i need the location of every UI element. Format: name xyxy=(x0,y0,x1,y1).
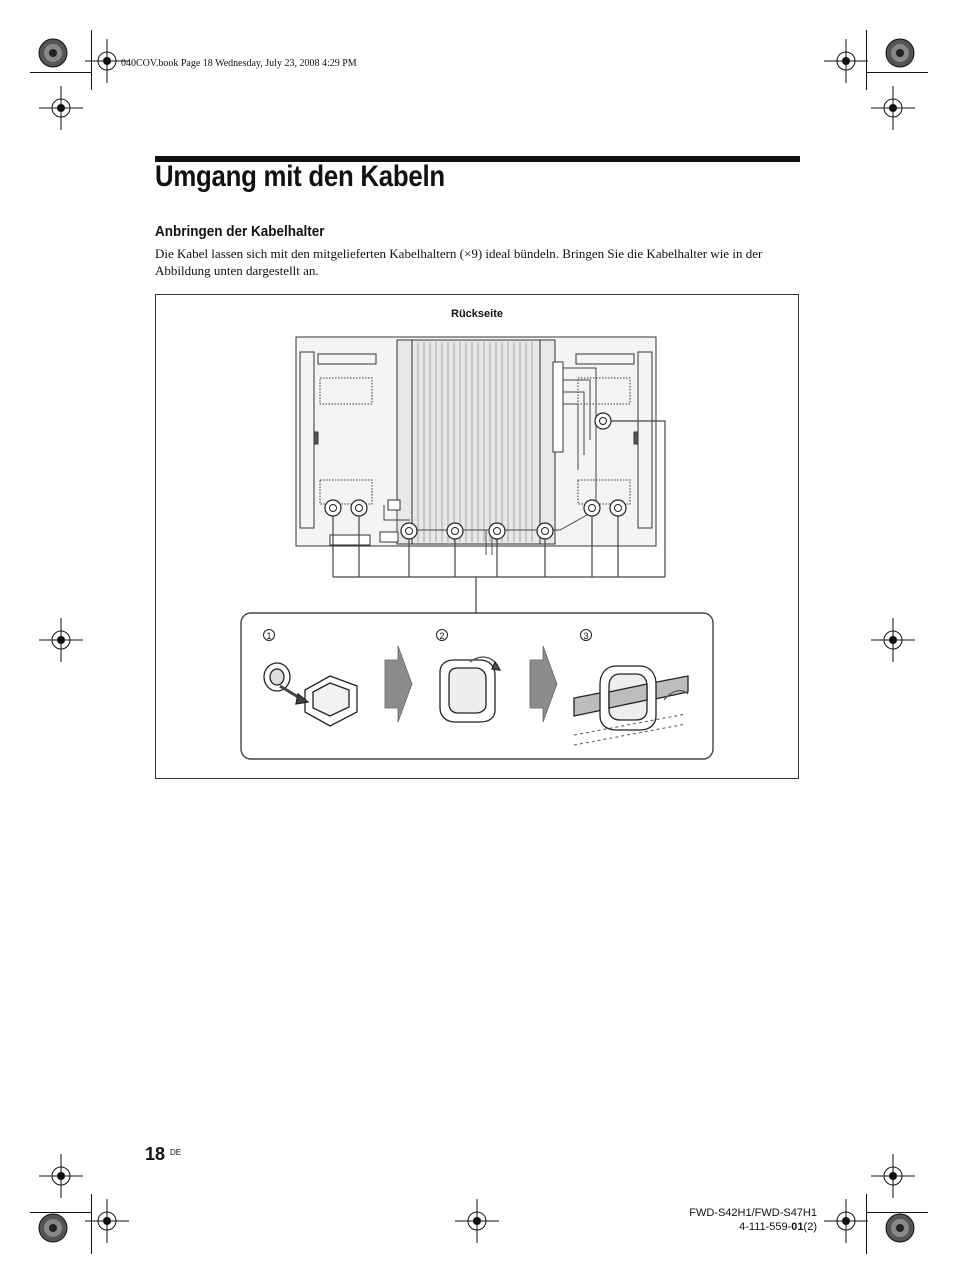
doc-bold: 01 xyxy=(791,1221,804,1233)
model-line: FWD-S42H1/FWD-S47H1 xyxy=(689,1207,817,1219)
figure-frame xyxy=(155,294,799,779)
document-number xyxy=(560,1220,817,1234)
figure-label: Rückseite xyxy=(451,308,503,320)
body-paragraph: Die Kabel lassen sich mit den mitgelieferten Kabelhaltern (×9) ideal bündeln. Bringen Sie die Kabelhalter wie in der Abbildung unten dargestellt an. xyxy=(155,246,763,278)
page-title: Umgang mit den Kabeln xyxy=(155,160,445,193)
page-language: DE xyxy=(170,1148,182,1157)
step-number-2: 2 xyxy=(436,629,448,641)
book-header-line: 040COV.book Page 18 Wednesday, July 23, 2008 4:29 PM xyxy=(121,58,357,69)
doc-suffix: (2) xyxy=(803,1221,817,1233)
doc-prefix: 4-111-559- xyxy=(739,1221,792,1233)
section-subtitle: Anbringen der Kabelhalter xyxy=(155,223,325,240)
page-number: 18 xyxy=(145,1144,166,1164)
step-number-1: 1 xyxy=(263,629,275,641)
step-number-3: 3 xyxy=(580,629,592,641)
model-info xyxy=(560,1206,817,1234)
